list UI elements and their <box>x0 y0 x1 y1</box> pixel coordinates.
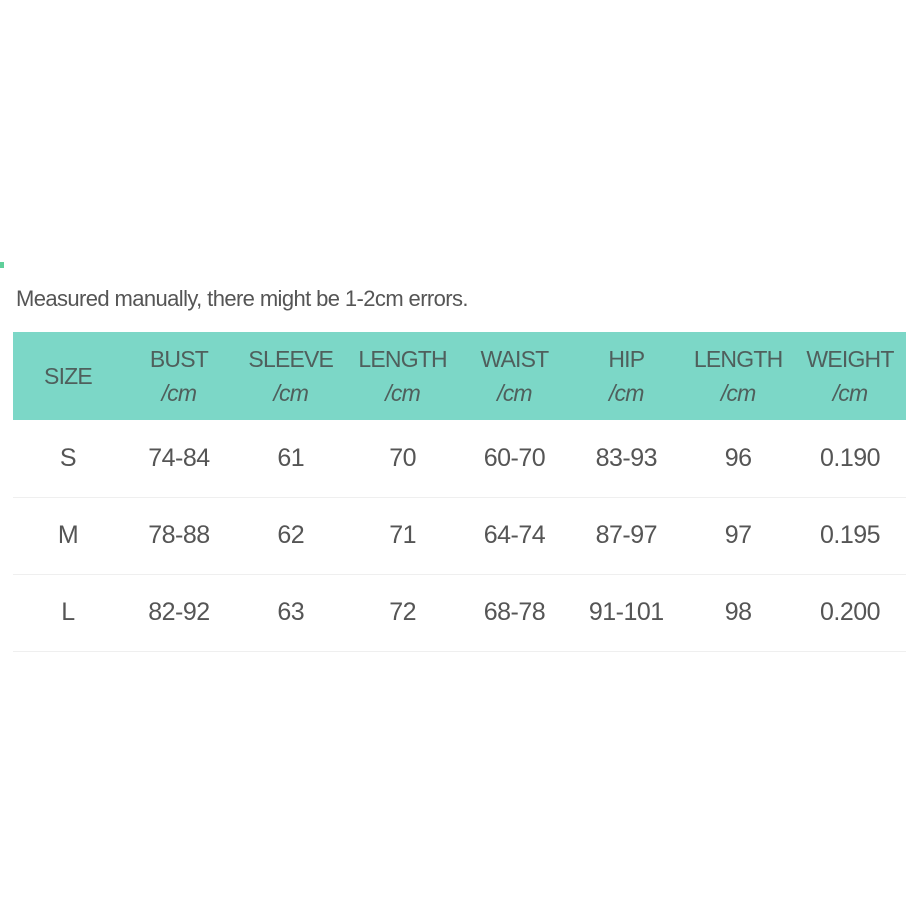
table-row-m <box>13 497 906 574</box>
cell-bust: 82-92 <box>148 598 210 626</box>
table-header-row <box>13 332 906 420</box>
header-label: WAIST <box>480 346 549 372</box>
header-bust <box>123 332 235 420</box>
cell-hip: 83-93 <box>595 443 658 472</box>
header-size <box>13 332 123 420</box>
cell-hip: 91-101 <box>588 598 664 626</box>
header-weight <box>794 332 906 420</box>
cell-weight: 0.195 <box>820 521 881 549</box>
cell-waist: 68-78 <box>483 598 546 626</box>
cell-bottom-length: 98 <box>724 598 752 626</box>
cell-size: L <box>61 598 75 626</box>
header-label: SIZE <box>44 363 92 389</box>
header-unit: /cm <box>497 380 532 406</box>
header-waist <box>459 332 571 420</box>
header-label: HIP <box>608 346 645 372</box>
header-unit: /cm <box>273 380 309 406</box>
header-unit: /cm <box>608 380 644 406</box>
cell-bottom-length: 96 <box>724 443 752 472</box>
measurement-note: Measured manually, there might be 1-2cm errors. <box>16 286 468 311</box>
cell-waist: 60-70 <box>483 443 546 472</box>
cell-top-length: 70 <box>389 443 417 472</box>
cell-waist: 64-74 <box>483 521 546 549</box>
cell-hip: 87-97 <box>595 521 658 549</box>
cell-size: M <box>57 521 79 549</box>
corner-mark <box>0 262 4 268</box>
cell-size: S <box>59 443 77 472</box>
header-label: LENGTH <box>693 346 783 372</box>
cell-bust: 78-88 <box>148 521 210 549</box>
cell-top-length: 71 <box>389 521 417 549</box>
header-unit: /cm <box>832 380 868 406</box>
table-row-s <box>13 420 906 497</box>
cell-sleeve: 63 <box>277 598 305 626</box>
header-sleeve <box>235 332 347 420</box>
header-unit: /cm <box>720 380 756 406</box>
header-hip <box>570 332 682 420</box>
header-unit: /cm <box>161 380 197 406</box>
cell-sleeve: 61 <box>277 443 305 472</box>
cell-sleeve: 62 <box>277 521 305 549</box>
table-row-l <box>13 574 906 651</box>
cell-bottom-length: 97 <box>724 521 752 549</box>
header-bottom-length <box>682 332 794 420</box>
header-label: BUST <box>149 346 208 372</box>
size-chart-table <box>13 332 906 652</box>
cell-bust: 74-84 <box>148 443 210 472</box>
header-label: WEIGHT <box>806 346 894 372</box>
header-top-length <box>347 332 459 420</box>
header-label: SLEEVE <box>248 346 334 372</box>
cell-weight: 0.200 <box>820 598 881 626</box>
header-label: LENGTH <box>358 346 447 372</box>
cell-top-length: 72 <box>389 598 417 626</box>
header-unit: /cm <box>385 380 420 406</box>
cell-weight: 0.190 <box>820 443 881 472</box>
